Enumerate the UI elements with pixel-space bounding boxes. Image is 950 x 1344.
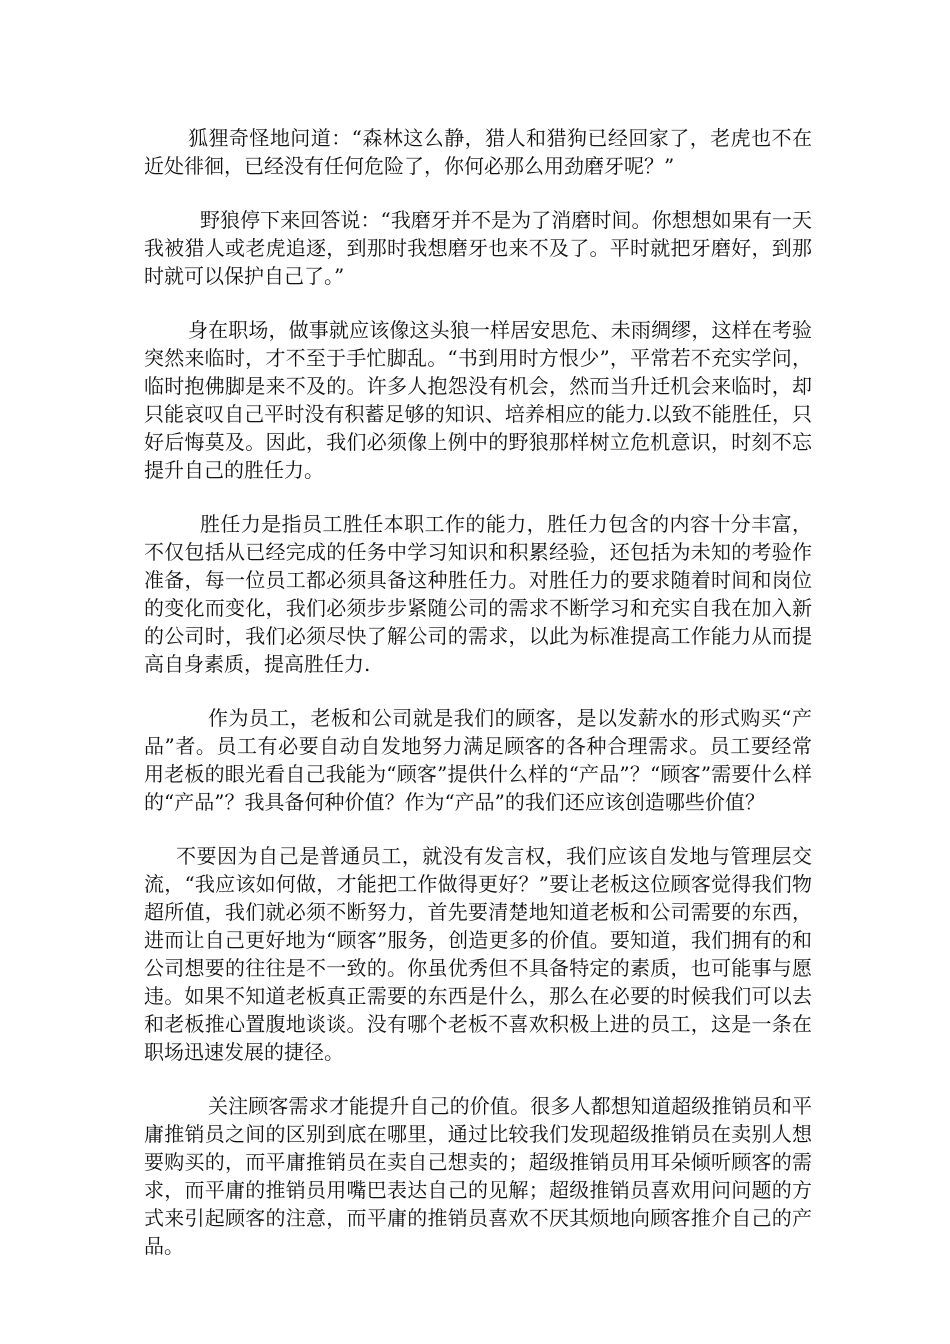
paragraph-boss-as-customer: 作为员工，老板和公司就是我们的顾客，是以发薪水的形式购买“产品”者。员工有必要自动自发地努力满足顾客的各种合理需求。员工要经常用老板的眼光看自己我能为“顾客”提供什么样的“产品”？“顾客”需要什么样的“产品”？我具备何种价值？作为“产品”的我们还应该创造哪些价值？ (144, 706, 812, 814)
paragraph-customer-needs: 关注顾客需求才能提升自己的价值。很多人都想知道超级推销员和平庸推销员之间的区别到底在哪里，通过比较我们发现超级推销员在卖别人想要购买的，而平庸推销员在卖自己想卖的；超级推销员用耳朵倾听顾客的需求，而平庸的推销员用嘴巴表达自己的见解；超级推销员喜欢用问问题的方式来引起顾客的注意，而平庸的推销员喜欢不厌其烦地向顾客推介自己的产品。 (144, 1094, 812, 1258)
paragraph-wolf-answer: 野狼停下来回答说：“我磨牙并不是为了消磨时间。你想想如果有一天我被猎人或老虎追逐，到那时我想磨牙也来不及了。平时就把牙磨好，到那时就可以保护自己了。” (144, 208, 812, 288)
document-body (144, 124, 812, 1286)
paragraph-competency: 胜任力是指员工胜任本职工作的能力，胜任力包含的内容十分丰富，不仅包括从已经完成的任务中学习知识和积累经验，还包括为未知的考验作准备，每一位员工都必须具备这种胜任力。对胜任力的要求随着时间和岗位的变化而变化，我们必须步步紧随公司的需求不断学习和充实自我在加入新的公司时，我们必须尽快了解公司的需求，以此为标准提高工作能力从而提高自身素质，提高胜任力. (144, 512, 812, 676)
paragraph-workplace-crisis: 身在职场，做事就应该像这头狼一样居安思危、未雨绸缪，这样在考验突然来临时，才不至于手忙脚乱。“书到用时方恨少”，平常若不充实学问，临时抱佛脚是来不及的。许多人抱怨没有机会，然而当升迁机会来临时，却只能哀叹自己平时没有积蓄足够的知识、培养相应的能力.以致不能胜任，只好后悔莫及。因此，我们必须像上例中的野狼那样树立危机意识，时刻不忘提升自己的胜任力。 (144, 318, 812, 482)
paragraph-communicate-with-management: 不要因为自己是普通员工，就没有发言权，我们应该自发地与管理层交流，“我应该如何做，才能把工作做得更好？”要让老板这位顾客觉得我们物超所值，我们就必须不断努力，首先要清楚地知道老板和公司需要的东西，进而让自己更好地为“顾客”服务，创造更多的价值。要知道，我们拥有的和公司想要的往往是不一致的。你虽优秀但不具备特定的素质，也可能事与愿违。如果不知道老板真正需要的东西是什么，那么在必要的时候我们可以去和老板推心置腹地谈谈。没有哪个老板不喜欢积极上进的员工，这是一条在职场迅速发展的捷径。 (144, 844, 812, 1064)
paragraph-fox-question: 狐狸奇怪地问道：“森林这么静，猎人和猎狗已经回家了，老虎也不在近处徘徊，已经没有任何危险了，你何必那么用劲磨牙呢？” (144, 126, 812, 178)
